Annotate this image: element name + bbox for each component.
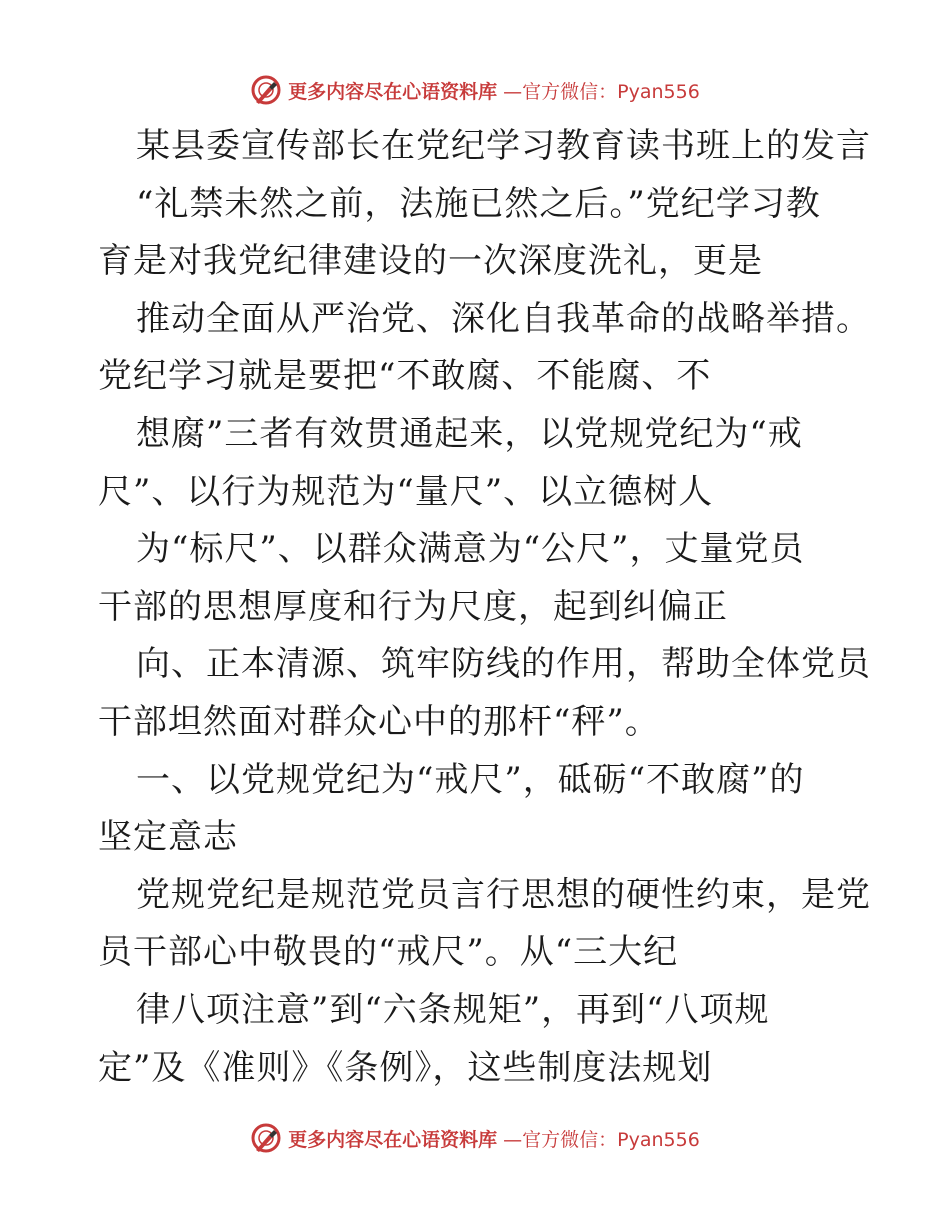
text-line: 律八项注意”到“六条规矩”，再到“八项规 xyxy=(136,989,770,1030)
watermark-title: 更多内容尽在心语资料库 xyxy=(288,1128,498,1151)
pen-logo-icon xyxy=(250,1122,282,1154)
header-watermark xyxy=(0,72,950,108)
text-line: 推动全面从严治党、深化自我革命的战略举措。 xyxy=(136,298,871,339)
watermark-contact: —官方微信：Pyan556 xyxy=(503,80,700,103)
text-line: 党纪学习就是要把“不敢腐、不能腐、不 xyxy=(98,356,712,397)
pen-logo-icon xyxy=(250,74,282,106)
text-line: 育是对我党纪律建设的一次深度洗礼，更是 xyxy=(98,241,763,282)
text-line: 尺”、以行为规范为“量尺”、以立德树人 xyxy=(98,471,714,512)
text-line: 向、正本清源、筑牢防线的作用，帮助全体党员 xyxy=(136,644,871,685)
text-line: 某县委宣传部长在党纪学习教育读书班上的发言 xyxy=(136,126,871,166)
footer-watermark xyxy=(0,1120,950,1156)
watermark-title: 更多内容尽在心语资料库 xyxy=(288,80,498,103)
text-line: “礼禁未然之前，法施已然之后。”党纪学习教 xyxy=(136,183,821,224)
body-text xyxy=(98,118,871,1097)
text-line: 想腐”三者有效贯通起来，以党规党纪为“戒 xyxy=(136,413,803,454)
text-line: 干部的思想厚度和行为尺度，起到纠偏正 xyxy=(98,586,728,627)
watermark-contact: —官方微信：Pyan556 xyxy=(503,1128,700,1151)
text-line: 为“标尺”、以群众满意为“公尺”，丈量党员 xyxy=(136,529,805,570)
section-heading: 坚定意志 xyxy=(98,817,238,858)
text-line: 定”及《准则》《条例》，这些制度法规划 xyxy=(98,1047,713,1088)
text-line: 干部坦然面对群众心中的那杆“秤”。 xyxy=(98,701,660,742)
text-line: 员干部心中敬畏的“戒尺”。从“三大纪 xyxy=(98,932,679,973)
section-heading: 一、以党规党纪为“戒尺”，砥砺“不敢腐”的 xyxy=(136,759,805,800)
text-line: 党规党纪是规范党员言行思想的硬性约束，是党 xyxy=(136,874,871,915)
